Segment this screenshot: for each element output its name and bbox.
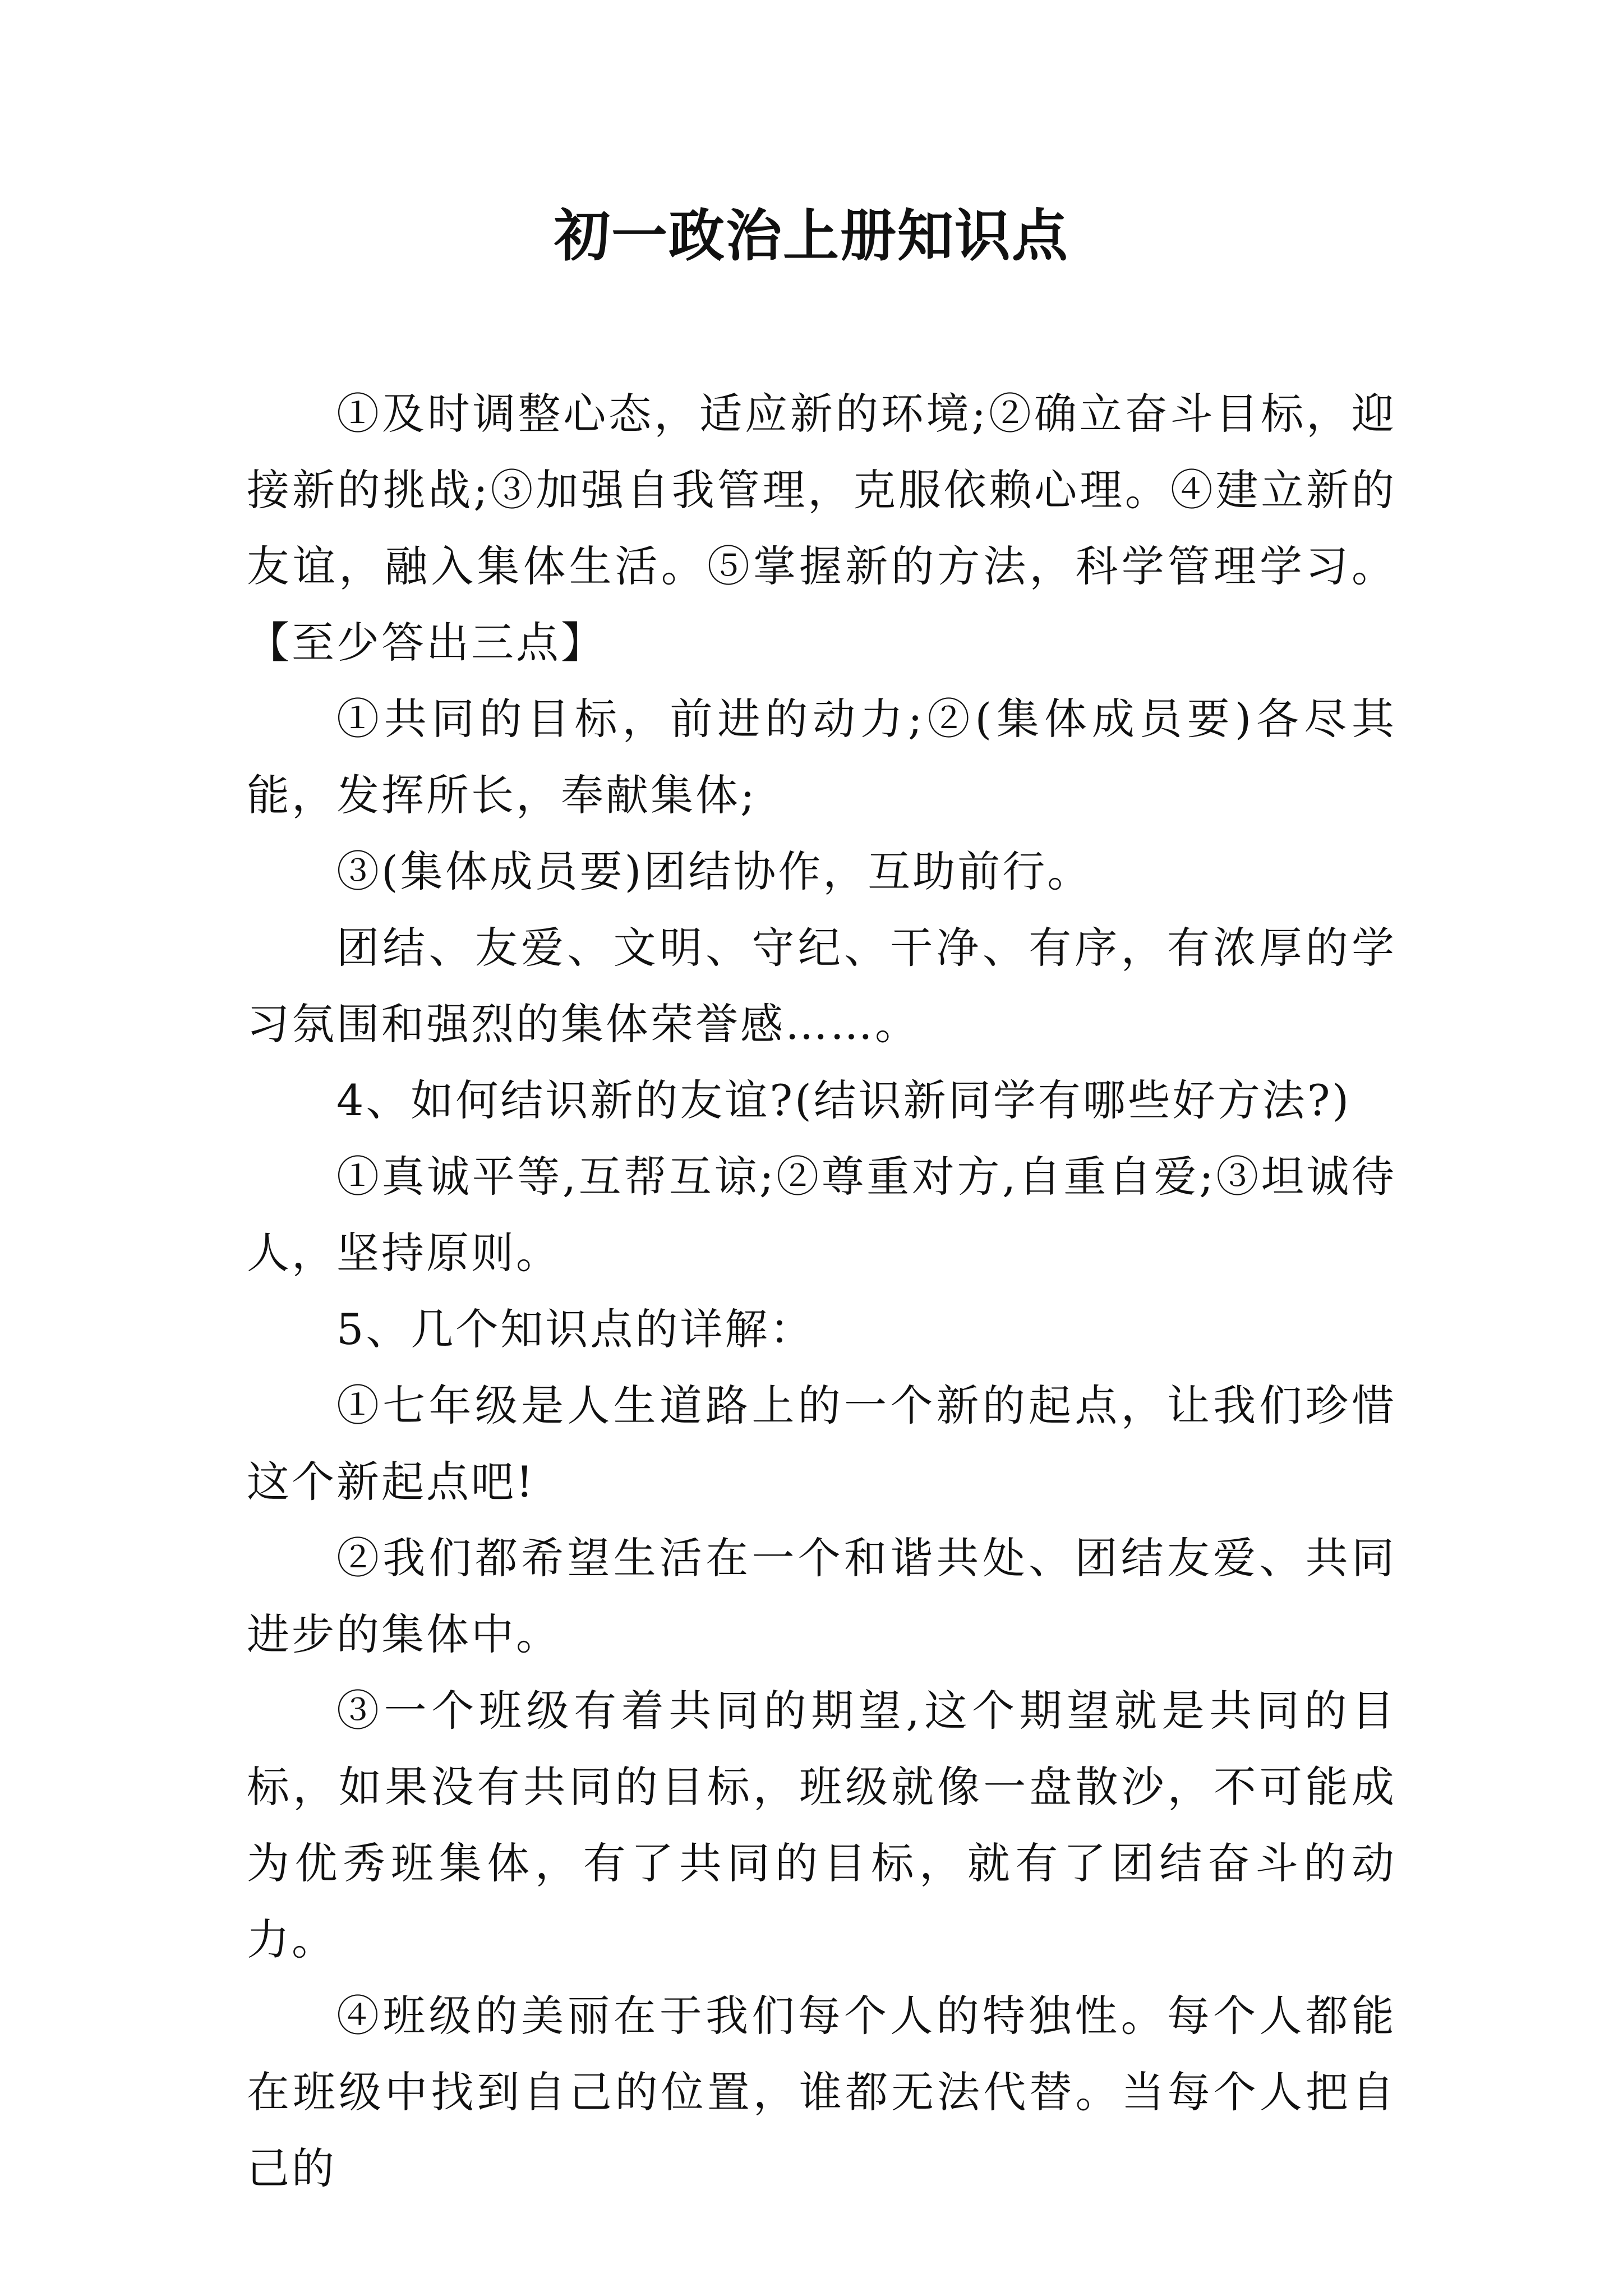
paragraph: ①及时调整心态，适应新的环境;②确立奋斗目标，迎接新的挑战;③加强自我管理，克服依赖心理。④建立新的友谊，融入集体生活。⑤掌握新的方法，科学管理学习。【至少答出三点】: [247, 389, 1396, 668]
paragraph: ②我们都希望生活在一个和谐共处、团结友爱、共同进步的集体中。: [247, 1533, 1396, 1659]
paragraph: 4、如何结识新的友谊?(结识新同学有哪些好方法?): [336, 1075, 1352, 1125]
paragraph: ①共同的目标，前进的动力;②(集体成员要)各尽其能，发挥所长，奉献集体;: [247, 694, 1396, 820]
document-body: [247, 376, 1396, 2207]
paragraph: ③一个班级有着共同的期望,这个期望就是共同的目标，如果没有共同的目标，班级就像一盘散沙，不可能成为优秀班集体，有了共同的目标，就有了团结奋斗的动力。: [247, 1686, 1396, 1964]
paragraph: 团结、友爱、文明、守纪、干净、有序，有浓厚的学习氛围和强烈的集体荣誉感……。: [247, 923, 1396, 1049]
paragraph: ①七年级是人生道路上的一个新的起点，让我们珍惜这个新起点吧!: [247, 1381, 1396, 1507]
paragraph: ③(集体成员要)团结协作，互助前行。: [336, 846, 1092, 896]
paragraph: 5、几个知识点的详解：: [336, 1304, 815, 1354]
paragraph: ①真诚平等,互帮互谅;②尊重对方,自重自爱;③坦诚待人，坚持原则。: [247, 1152, 1396, 1278]
document-title: 初一政治上册知识点: [554, 203, 1069, 269]
paragraph: ④班级的美丽在于我们每个人的特独性。每个人都能在班级中找到自己的位置，谁都无法代替。当每个人把自己的: [247, 1991, 1396, 2193]
